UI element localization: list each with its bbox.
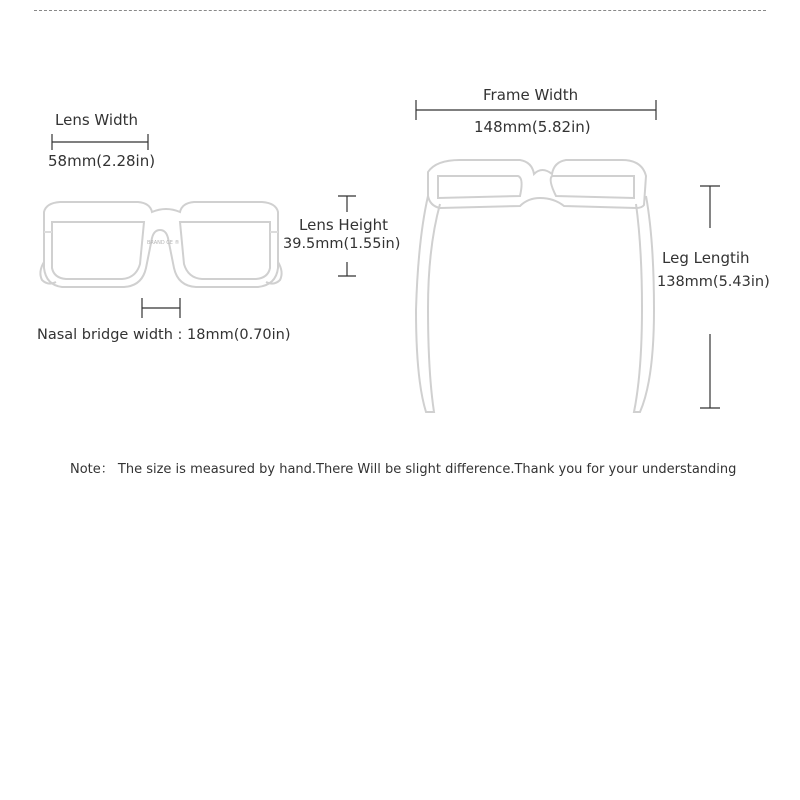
front-view-glasses — [40, 202, 281, 287]
lens-height-label: Lens Height — [299, 216, 388, 234]
measurement-note: Note： The size is measured by hand.There Will be slight difference.Thank you for your understanding — [70, 462, 737, 477]
lens-width-label: Lens Width — [55, 111, 138, 129]
svg-text:BRAND CE ®: BRAND CE ® — [147, 240, 180, 246]
lens-width-value: 58mm(2.28in) — [48, 152, 156, 170]
frame-width-value: 148mm(5.82in) — [474, 118, 591, 136]
leg-length-value: 138mm(5.43in) — [657, 274, 770, 290]
top-view-glasses — [416, 160, 654, 412]
leg-length-dimension-line — [700, 186, 720, 408]
nasal-bridge-dimension-line — [142, 298, 180, 318]
frame-width-label: Frame Width — [483, 86, 579, 104]
leg-length-label: Leg Lengtih — [662, 249, 750, 267]
lens-height-value: 39.5mm(1.55in) — [283, 236, 401, 252]
nasal-bridge-label: Nasal bridge width : 18mm(0.70in) — [37, 327, 291, 343]
lens-width-dimension-line — [52, 134, 148, 150]
